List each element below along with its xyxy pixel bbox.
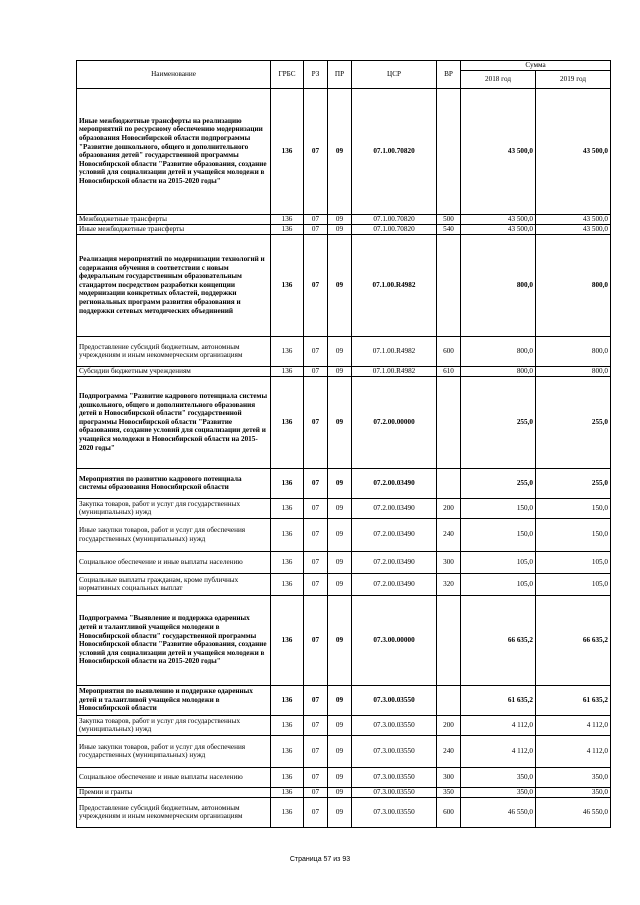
row-sum-2018: 66 635,2	[461, 595, 536, 685]
row-vr: 500	[437, 214, 461, 224]
budget-table	[76, 60, 611, 828]
row-name: Социальное обеспечение и иные выплаты населению	[77, 551, 271, 573]
row-sum-2019: 4 112,0	[536, 715, 611, 735]
row-vr: 600	[437, 336, 461, 366]
row-pr: 09	[328, 767, 352, 787]
row-rz: 07	[304, 735, 328, 767]
row-sum-2018: 4 112,0	[461, 735, 536, 767]
budget-table-container	[76, 60, 610, 828]
row-grbs: 136	[271, 595, 304, 685]
row-sum-2019: 255,0	[536, 376, 611, 468]
row-sum-2018: 61 635,2	[461, 685, 536, 715]
row-sum-2019: 800,0	[536, 234, 611, 336]
row-vr: 350	[437, 787, 461, 797]
row-grbs: 136	[271, 573, 304, 595]
row-csr: 07.2.00.03490	[352, 518, 437, 551]
row-sum-2018: 43 500,0	[461, 88, 536, 214]
row-name: Мероприятия по развитию кадрового потенциала системы образования Новосибирской области	[77, 468, 271, 498]
row-sum-2019: 46 550,0	[536, 797, 611, 827]
table-row	[77, 685, 611, 715]
table-row	[77, 224, 611, 234]
row-sum-2018: 800,0	[461, 336, 536, 366]
row-pr: 09	[328, 468, 352, 498]
row-grbs: 136	[271, 797, 304, 827]
row-grbs: 136	[271, 376, 304, 468]
row-pr: 09	[328, 715, 352, 735]
row-name: Закупка товаров, работ и услуг для государственных (муниципальных) нужд	[77, 715, 271, 735]
header-csr: ЦСР	[352, 61, 437, 89]
row-vr	[437, 468, 461, 498]
row-vr: 200	[437, 715, 461, 735]
row-rz: 07	[304, 468, 328, 498]
header-rz: РЗ	[304, 61, 328, 89]
row-rz: 07	[304, 595, 328, 685]
row-sum-2018: 255,0	[461, 376, 536, 468]
row-csr: 07.2.00.03490	[352, 468, 437, 498]
row-grbs: 136	[271, 366, 304, 376]
row-sum-2018: 350,0	[461, 767, 536, 787]
row-csr: 07.1.00.R4982	[352, 234, 437, 336]
table-row	[77, 88, 611, 214]
row-pr: 09	[328, 88, 352, 214]
row-rz: 07	[304, 518, 328, 551]
row-rz: 07	[304, 376, 328, 468]
row-name: Иные закупки товаров, работ и услуг для обеспечения государственных (муниципальных) нужд	[77, 518, 271, 551]
row-csr: 07.1.00.70820	[352, 88, 437, 214]
row-pr: 09	[328, 685, 352, 715]
row-csr: 07.2.00.03490	[352, 573, 437, 595]
row-pr: 09	[328, 551, 352, 573]
row-sum-2019: 255,0	[536, 468, 611, 498]
row-csr: 07.3.00.03550	[352, 767, 437, 787]
row-sum-2018: 800,0	[461, 234, 536, 336]
row-sum-2019: 61 635,2	[536, 685, 611, 715]
row-vr: 240	[437, 518, 461, 551]
row-pr: 09	[328, 234, 352, 336]
row-rz: 07	[304, 88, 328, 214]
page-number: Страница 57 из 93	[289, 856, 351, 863]
header-name: Наименование	[77, 61, 271, 89]
row-sum-2019: 66 635,2	[536, 595, 611, 685]
row-name: Межбюджетные трансферты	[77, 214, 271, 224]
row-name: Премии и гранты	[77, 787, 271, 797]
table-row	[77, 551, 611, 573]
row-grbs: 136	[271, 88, 304, 214]
row-name: Реализация мероприятий по модернизации технологий и содержания обучения в соответствии с новым федеральным государственным образовательным стандартом посредством разработки концепции модернизации конкретных областей, поддержки региональных программ развития образования и поддержки сетевых методических объединений	[77, 234, 271, 336]
header-2019: 2019 год	[536, 70, 611, 88]
row-vr	[437, 595, 461, 685]
row-grbs: 136	[271, 735, 304, 767]
row-pr: 09	[328, 214, 352, 224]
row-csr: 07.1.00.70820	[352, 214, 437, 224]
row-grbs: 136	[271, 715, 304, 735]
header-grbs: ГРБС	[271, 61, 304, 89]
row-csr: 07.3.00.03550	[352, 797, 437, 827]
row-vr: 540	[437, 224, 461, 234]
row-sum-2018: 350,0	[461, 787, 536, 797]
row-sum-2018: 4 112,0	[461, 715, 536, 735]
row-vr: 600	[437, 797, 461, 827]
table-row	[77, 366, 611, 376]
row-rz: 07	[304, 214, 328, 224]
row-vr: 300	[437, 551, 461, 573]
table-row	[77, 715, 611, 735]
table-row	[77, 797, 611, 827]
row-rz: 07	[304, 797, 328, 827]
row-rz: 07	[304, 498, 328, 518]
row-grbs: 136	[271, 234, 304, 336]
row-sum-2019: 150,0	[536, 498, 611, 518]
row-pr: 09	[328, 376, 352, 468]
table-row	[77, 376, 611, 468]
row-name: Иные межбюджетные трансферты на реализацию мероприятий по ресурсному обеспечению модернизации образования Новосибирской области подпрограммы "Развитие дошкольного, общего и дополнительного образования детей" государственной программы Новосибирской области "Развитие образования, создание условий для социализации детей и учащейся молодежи в Новосибирской области на 2015-2020 годы"	[77, 88, 271, 214]
row-csr: 07.2.00.00000	[352, 376, 437, 468]
row-csr: 07.1.00.70820	[352, 224, 437, 234]
row-sum-2019: 350,0	[536, 767, 611, 787]
row-pr: 09	[328, 498, 352, 518]
row-grbs: 136	[271, 787, 304, 797]
row-pr: 09	[328, 573, 352, 595]
row-grbs: 136	[271, 224, 304, 234]
row-sum-2018: 105,0	[461, 551, 536, 573]
row-csr: 07.3.00.00000	[352, 595, 437, 685]
row-vr	[437, 234, 461, 336]
row-name: Закупка товаров, работ и услуг для государственных (муниципальных) нужд	[77, 498, 271, 518]
table-row	[77, 735, 611, 767]
table-row	[77, 336, 611, 366]
row-csr: 07.3.00.03550	[352, 715, 437, 735]
row-csr: 07.2.00.03490	[352, 498, 437, 518]
row-grbs: 136	[271, 468, 304, 498]
row-rz: 07	[304, 224, 328, 234]
row-sum-2019: 350,0	[536, 787, 611, 797]
row-sum-2018: 105,0	[461, 573, 536, 595]
row-rz: 07	[304, 573, 328, 595]
row-rz: 07	[304, 551, 328, 573]
row-sum-2019: 800,0	[536, 336, 611, 366]
row-vr: 300	[437, 767, 461, 787]
row-sum-2018: 46 550,0	[461, 797, 536, 827]
row-sum-2019: 4 112,0	[536, 735, 611, 767]
row-sum-2018: 255,0	[461, 468, 536, 498]
row-name: Субсидии бюджетным учреждениям	[77, 366, 271, 376]
row-pr: 09	[328, 797, 352, 827]
row-rz: 07	[304, 715, 328, 735]
row-name: Иные межбюджетные трансферты	[77, 224, 271, 234]
row-sum-2019: 105,0	[536, 551, 611, 573]
row-pr: 09	[328, 518, 352, 551]
table-row	[77, 498, 611, 518]
row-grbs: 136	[271, 336, 304, 366]
row-csr: 07.3.00.03550	[352, 685, 437, 715]
row-vr	[437, 376, 461, 468]
row-sum-2018: 150,0	[461, 518, 536, 551]
row-sum-2019: 43 500,0	[536, 214, 611, 224]
row-sum-2019: 43 500,0	[536, 224, 611, 234]
row-sum-2019: 105,0	[536, 573, 611, 595]
table-row	[77, 787, 611, 797]
row-sum-2019: 800,0	[536, 366, 611, 376]
row-pr: 09	[328, 224, 352, 234]
row-sum-2018: 43 500,0	[461, 224, 536, 234]
row-vr: 200	[437, 498, 461, 518]
row-rz: 07	[304, 234, 328, 336]
row-name: Подпрограмма "Развитие кадрового потенциала системы дошкольного, общего и дополнительного образования детей в Новосибирской области" государственной программы Новосибирской области "Развитие образования, создание условий для социализации детей и учащейся молодежи в Новосибирской области на 2015-2020 годы"	[77, 376, 271, 468]
header-vr: ВР	[437, 61, 461, 89]
table-row	[77, 234, 611, 336]
row-vr	[437, 685, 461, 715]
row-name: Иные закупки товаров, работ и услуг для обеспечения государственных (муниципальных) нужд	[77, 735, 271, 767]
row-vr: 240	[437, 735, 461, 767]
row-sum-2019: 43 500,0	[536, 88, 611, 214]
row-csr: 07.3.00.03550	[352, 735, 437, 767]
row-grbs: 136	[271, 518, 304, 551]
row-vr: 320	[437, 573, 461, 595]
row-name: Подпрограмма "Выявление и поддержка одаренных детей и талантливой учащейся молодежи в Новосибирской области" государственной программы Новосибирской области "Развитие образования, создание условий для социализации детей и учащейся молодежи в Новосибирской области на 2015-2020 годы"	[77, 595, 271, 685]
row-sum-2018: 43 500,0	[461, 214, 536, 224]
row-grbs: 136	[271, 685, 304, 715]
row-grbs: 136	[271, 498, 304, 518]
row-name: Предоставление субсидий бюджетным, автономным учреждениям и иным некоммерческим организациям	[77, 797, 271, 827]
row-rz: 07	[304, 767, 328, 787]
table-row	[77, 468, 611, 498]
row-rz: 07	[304, 787, 328, 797]
row-pr: 09	[328, 336, 352, 366]
header-sum: Сумма	[461, 61, 611, 71]
row-grbs: 136	[271, 551, 304, 573]
row-csr: 07.1.00.R4982	[352, 336, 437, 366]
table-row	[77, 518, 611, 551]
row-name: Мероприятия по выявлению и поддержке одаренных детей и талантливой учащейся молодежи в Новосибирской области	[77, 685, 271, 715]
row-name: Предоставление субсидий бюджетным, автономным учреждениям и иным некоммерческим организациям	[77, 336, 271, 366]
row-grbs: 136	[271, 214, 304, 224]
row-vr	[437, 88, 461, 214]
row-pr: 09	[328, 787, 352, 797]
row-sum-2019: 150,0	[536, 518, 611, 551]
table-row	[77, 767, 611, 787]
row-pr: 09	[328, 735, 352, 767]
row-name: Социальные выплаты гражданам, кроме публичных нормативных социальных выплат	[77, 573, 271, 595]
row-vr: 610	[437, 366, 461, 376]
row-sum-2018: 800,0	[461, 366, 536, 376]
row-grbs: 136	[271, 767, 304, 787]
table-row	[77, 214, 611, 224]
row-csr: 07.1.00.R4982	[352, 366, 437, 376]
table-row	[77, 573, 611, 595]
row-csr: 07.2.00.03490	[352, 551, 437, 573]
row-rz: 07	[304, 366, 328, 376]
row-sum-2018: 150,0	[461, 498, 536, 518]
row-rz: 07	[304, 685, 328, 715]
table-row	[77, 595, 611, 685]
row-pr: 09	[328, 366, 352, 376]
row-csr: 07.3.00.03550	[352, 787, 437, 797]
row-rz: 07	[304, 336, 328, 366]
header-pr: ПР	[328, 61, 352, 89]
header-2018: 2018 год	[461, 70, 536, 88]
row-pr: 09	[328, 595, 352, 685]
row-name: Социальное обеспечение и иные выплаты населению	[77, 767, 271, 787]
